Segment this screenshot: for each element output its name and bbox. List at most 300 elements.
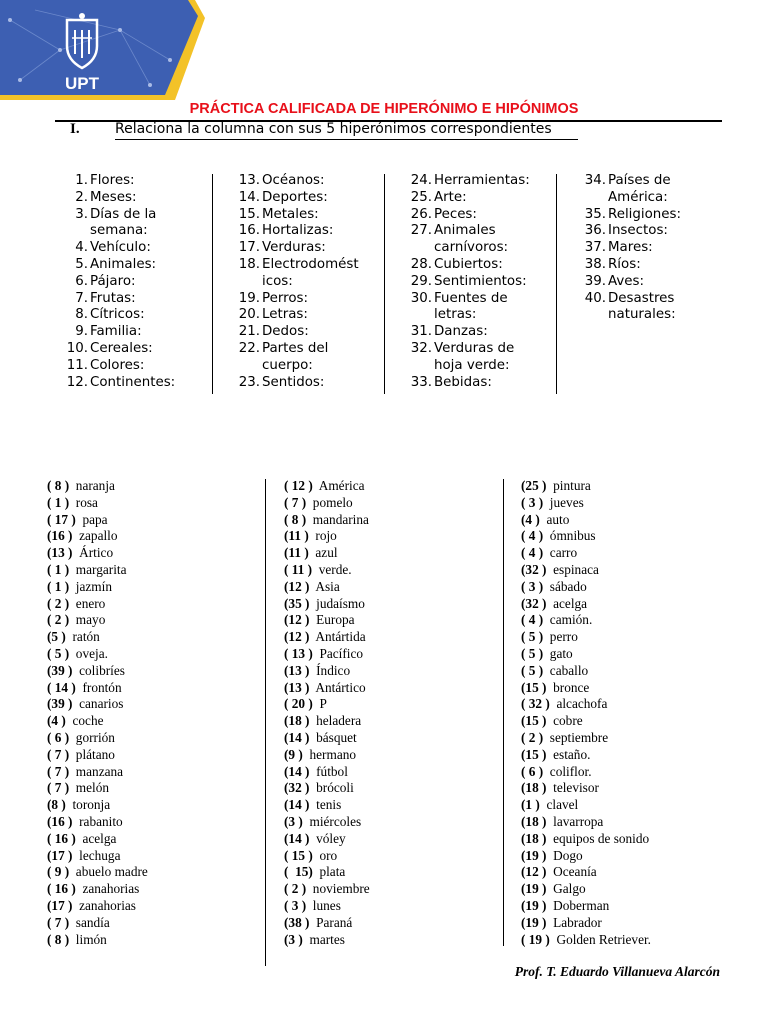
hyperonym-item xyxy=(234,274,359,291)
hyperonym-item xyxy=(62,375,175,392)
answer-number: (14 ) xyxy=(284,763,310,779)
answer-number: (17 ) xyxy=(47,847,73,863)
hyponym-item xyxy=(47,696,148,713)
hyperonym-number xyxy=(234,274,262,291)
hyperonym-label: Familia: xyxy=(90,324,142,340)
hyponym-item xyxy=(284,545,370,562)
answer-number: ( 32 ) xyxy=(521,696,550,712)
hyperonym-label: Países de xyxy=(608,173,671,188)
page-title: PRÁCTICA CALIFICADA DE HIPERÓNIMO E HIPÓNIMOS xyxy=(189,101,579,117)
hyperonym-number: 17. xyxy=(238,240,260,256)
hyperonym-item xyxy=(62,324,175,341)
hyponym-word: Europa xyxy=(309,612,355,628)
hyponym-item xyxy=(284,848,370,865)
hyperonym-label: América: xyxy=(608,189,668,205)
hyponym-word: P xyxy=(312,696,327,712)
answer-number: (13 ) xyxy=(284,662,310,678)
answer-number: ( 13 ) xyxy=(284,645,313,661)
answer-number: ( 7 ) xyxy=(284,494,307,510)
hyponym-word: Ártico xyxy=(72,545,114,561)
hyperonym-label: Frutas: xyxy=(90,290,136,306)
answer-column-3 xyxy=(521,478,651,948)
hyperonym-item xyxy=(406,207,530,224)
hyperonym-label: Animales: xyxy=(90,256,157,272)
answer-number: (16 ) xyxy=(47,813,73,829)
answer-number: ( 5 ) xyxy=(47,645,70,661)
hyperonym-number: 10. xyxy=(66,340,88,356)
hyponym-word: Pacífico xyxy=(312,645,364,661)
hyponym-item xyxy=(47,831,148,848)
hyponym-item xyxy=(284,579,370,596)
hyperonym-column-4 xyxy=(580,173,681,324)
hyponym-item xyxy=(521,612,651,629)
hyperonym-label: Arte: xyxy=(434,189,467,205)
hyponym-item xyxy=(521,512,651,529)
hyperonym-label: Sentidos: xyxy=(262,374,325,390)
answer-number: (15 ) xyxy=(521,746,547,762)
logo-text: UPT xyxy=(65,74,99,93)
hyponym-item xyxy=(284,629,370,646)
hyperonym-item xyxy=(406,223,530,240)
hyperonym-number: 18. xyxy=(238,256,260,272)
column-divider xyxy=(212,174,213,394)
hyperonym-item xyxy=(406,291,530,308)
hyperonym-label: icos: xyxy=(262,273,293,289)
answer-number: ( 8 ) xyxy=(284,511,307,527)
shield-icon xyxy=(58,12,106,74)
hyponym-item xyxy=(47,898,148,915)
hyperonym-item xyxy=(62,257,175,274)
hyperonym-number xyxy=(406,358,434,375)
hyponym-word: canarios xyxy=(72,696,124,712)
hyperonym-number: 34. xyxy=(584,173,606,188)
hyponym-word: televisor xyxy=(546,780,599,796)
hyponym-word: martes xyxy=(302,931,345,947)
hyperonym-number: 40. xyxy=(584,290,606,306)
hyperonym-item xyxy=(234,190,359,207)
hyponym-item xyxy=(284,612,370,629)
hyponym-item xyxy=(47,528,148,545)
hyperonym-number: 37. xyxy=(584,240,606,256)
hyponym-word: sábado xyxy=(543,578,587,594)
answer-column-1 xyxy=(47,478,148,948)
hyperonym-number: 28. xyxy=(410,256,432,272)
hyponym-word: melón xyxy=(69,780,110,796)
hyperonym-label: letras: xyxy=(434,307,477,323)
hyponym-item xyxy=(284,814,370,831)
hyponym-item xyxy=(521,713,651,730)
answer-number: ( 6 ) xyxy=(47,729,70,745)
answer-number: (19 ) xyxy=(521,897,547,913)
answer-number: ( 7 ) xyxy=(47,914,70,930)
hyperonym-item xyxy=(406,324,530,341)
hyperonym-label: Océanos: xyxy=(262,173,325,188)
hyperonym-number xyxy=(580,190,608,207)
answer-number: ( 7 ) xyxy=(47,780,70,796)
hyponym-item xyxy=(47,881,148,898)
answer-number: ( 14 ) xyxy=(47,679,76,695)
hyponym-item xyxy=(47,848,148,865)
hyperonym-number xyxy=(406,307,434,324)
answer-number: ( 4 ) xyxy=(521,528,544,544)
hyponym-word: Labrador xyxy=(546,914,602,930)
hyponym-item xyxy=(47,663,148,680)
hyperonym-number: 24. xyxy=(410,173,432,188)
hyperonym-item xyxy=(406,240,530,257)
hyponym-word: básquet xyxy=(309,729,357,745)
hyponym-word: miércoles xyxy=(302,813,362,829)
hyponym-word: lechuga xyxy=(72,847,121,863)
hyponym-item xyxy=(47,864,148,881)
column-divider xyxy=(556,174,557,394)
answer-number: (4 ) xyxy=(47,713,66,729)
answer-number: ( 8 ) xyxy=(47,931,70,947)
hyponym-item xyxy=(521,881,651,898)
answer-number: (12 ) xyxy=(284,629,310,645)
answer-number: (39 ) xyxy=(47,696,73,712)
hyponym-word: naranja xyxy=(69,478,115,493)
hyperonym-label: semana: xyxy=(90,223,148,239)
answer-number: (12 ) xyxy=(284,578,310,594)
column-divider xyxy=(384,174,385,394)
hyperonym-item xyxy=(62,207,175,224)
answer-number: (18 ) xyxy=(521,813,547,829)
hyponym-word: limón xyxy=(69,931,107,947)
hyponym-word: vóley xyxy=(309,830,346,846)
hyponym-word: lavarropa xyxy=(546,813,604,829)
hyponym-item xyxy=(284,797,370,814)
hyperonym-number: 26. xyxy=(410,206,432,222)
answer-number: ( 16 ) xyxy=(47,881,76,897)
hyperonym-number: 1. xyxy=(75,173,88,188)
hyponym-word: Antártida xyxy=(309,629,366,645)
answer-number: (12 ) xyxy=(284,612,310,628)
hyponym-item xyxy=(284,747,370,764)
answer-number: (8 ) xyxy=(47,797,66,813)
hyponym-item xyxy=(521,596,651,613)
hyponym-item xyxy=(521,478,651,495)
hyperonym-item xyxy=(234,324,359,341)
hyperonym-item xyxy=(580,257,681,274)
hyponym-item xyxy=(521,680,651,697)
hyponym-item xyxy=(47,596,148,613)
answer-number: ( 2 ) xyxy=(521,729,544,745)
hyperonym-number: 32. xyxy=(410,340,432,356)
hyponym-item xyxy=(284,780,370,797)
hyperonym-label: Hortalizas: xyxy=(262,223,334,239)
answer-number: (11 ) xyxy=(284,545,309,561)
instruction-underline xyxy=(115,139,578,140)
hyponym-item xyxy=(521,797,651,814)
hyponym-item xyxy=(47,713,148,730)
hyperonym-label: Bebidas: xyxy=(434,374,492,390)
hyperonym-label: Vehículo: xyxy=(90,240,151,256)
hyponym-word: septiembre xyxy=(543,729,609,745)
hyperonym-number: 9. xyxy=(75,324,88,340)
hyponym-item xyxy=(521,764,651,781)
hyponym-word: clavel xyxy=(539,797,579,813)
hyponym-item xyxy=(284,898,370,915)
hyponym-item xyxy=(521,562,651,579)
hyponym-item xyxy=(521,898,651,915)
hyperonym-label: Cubiertos: xyxy=(434,256,503,272)
hyperonym-item xyxy=(580,240,681,257)
hyponym-item xyxy=(521,663,651,680)
answer-number: ( 16 ) xyxy=(47,830,76,846)
hyponym-word: plata xyxy=(312,864,346,880)
answer-number: (18 ) xyxy=(521,830,547,846)
hyponym-item xyxy=(47,562,148,579)
hyponym-item xyxy=(521,864,651,881)
hyponym-item xyxy=(521,831,651,848)
instruction-number: I. xyxy=(70,121,80,137)
hyponym-item xyxy=(284,663,370,680)
hyponym-word: oveja. xyxy=(69,645,108,661)
hyponym-word: pintura xyxy=(546,478,591,493)
hyperonym-item xyxy=(62,240,175,257)
hyperonym-label: Perros: xyxy=(262,290,308,306)
hyperonym-item xyxy=(234,341,359,358)
hyponym-item xyxy=(521,629,651,646)
hyperonym-label: Metales: xyxy=(262,206,319,222)
hyponym-word: sandía xyxy=(69,914,110,930)
hyperonym-item xyxy=(406,341,530,358)
hyperonym-number: 22. xyxy=(238,340,260,356)
answer-number: (32 ) xyxy=(521,561,547,577)
hyperonym-label: Religiones: xyxy=(608,206,682,222)
hyponym-item xyxy=(284,696,370,713)
hyponym-item xyxy=(284,596,370,613)
hyponym-word: brócoli xyxy=(309,780,354,796)
hyperonym-item xyxy=(580,190,681,207)
answer-number: (16 ) xyxy=(47,528,73,544)
hyponym-word: Antártico xyxy=(309,679,366,695)
hyponym-word: toronja xyxy=(65,797,111,813)
column-divider xyxy=(265,479,266,966)
answer-number: ( 1 ) xyxy=(47,578,70,594)
answer-number: (9 ) xyxy=(284,746,303,762)
answer-number: ( 2 ) xyxy=(47,612,70,628)
hyperonym-label: cuerpo: xyxy=(262,357,313,373)
hyponym-word: camión. xyxy=(543,612,593,628)
hyperonym-item xyxy=(580,274,681,291)
hyperonym-label: Animales xyxy=(434,223,496,239)
hyperonym-number: 21. xyxy=(238,324,260,340)
hyperonym-number: 27. xyxy=(410,223,432,239)
hyperonym-item xyxy=(234,207,359,224)
answer-number: ( 3 ) xyxy=(284,897,307,913)
hyperonym-label: Danzas: xyxy=(434,324,488,340)
hyponym-item xyxy=(521,528,651,545)
hyponym-word: mandarina xyxy=(306,511,369,527)
hyperonym-item xyxy=(406,375,530,392)
hyponym-item xyxy=(521,696,651,713)
hyperonym-number: 4. xyxy=(75,240,88,256)
hyponym-item xyxy=(521,915,651,932)
hyponym-word: acelga xyxy=(546,595,588,611)
hyponym-word: carro xyxy=(543,545,578,561)
hyponym-item xyxy=(521,579,651,596)
hyponym-word: rabanito xyxy=(72,813,123,829)
hyponym-item xyxy=(47,512,148,529)
hyponym-word: equipos de sonido xyxy=(546,830,650,846)
hyponym-word: Doberman xyxy=(546,897,610,913)
hyponym-item xyxy=(47,495,148,512)
hyponym-word: auto xyxy=(539,511,570,527)
hyperonym-number: 7. xyxy=(75,290,88,306)
hyperonym-item xyxy=(406,173,530,190)
hyperonym-label: Aves: xyxy=(608,273,645,289)
answer-number: ( 2 ) xyxy=(47,595,70,611)
hyponym-word: fútbol xyxy=(309,763,348,779)
answer-number: ( 8 ) xyxy=(47,478,70,493)
answer-number: (19 ) xyxy=(521,881,547,897)
answer-number: (32 ) xyxy=(521,595,547,611)
hyponym-word: Paraná xyxy=(309,914,353,930)
answer-number: (13 ) xyxy=(284,679,310,695)
hyperonym-label: Flores: xyxy=(90,173,135,188)
answer-number: ( 5 ) xyxy=(521,662,544,678)
hyperonym-number: 35. xyxy=(584,206,606,222)
hyponym-word: ómnibus xyxy=(543,528,596,544)
answer-number: ( 1 ) xyxy=(47,561,70,577)
hyponym-item xyxy=(284,915,370,932)
answer-number: ( 4 ) xyxy=(521,612,544,628)
hyponym-item xyxy=(284,881,370,898)
hyponym-item xyxy=(521,545,651,562)
answer-number: (14 ) xyxy=(284,830,310,846)
hyperonym-number: 12. xyxy=(66,374,88,390)
answer-number: (32 ) xyxy=(284,780,310,796)
hyperonym-number: 16. xyxy=(238,223,260,239)
hyponym-item xyxy=(284,864,370,881)
hyperonym-number: 5. xyxy=(75,256,88,272)
hyponym-word: cobre xyxy=(546,713,583,729)
hyperonym-item xyxy=(234,257,359,274)
answer-number: ( 5 ) xyxy=(521,645,544,661)
hyperonym-number: 20. xyxy=(238,307,260,323)
hyponym-item xyxy=(521,814,651,831)
hyperonym-number: 36. xyxy=(584,223,606,239)
hyponym-word: noviembre xyxy=(306,881,370,897)
hyponym-item xyxy=(521,932,651,949)
hyponym-item xyxy=(284,764,370,781)
hyperonym-item xyxy=(62,173,175,190)
hyperonym-item xyxy=(234,375,359,392)
hyperonym-label: naturales: xyxy=(608,307,676,323)
hyponym-item xyxy=(284,495,370,512)
hyponym-item xyxy=(47,915,148,932)
hyperonym-number: 3. xyxy=(75,206,88,222)
answer-number: (1 ) xyxy=(521,797,540,813)
hyponym-item xyxy=(47,579,148,596)
hyperonym-label: Cítricos: xyxy=(90,307,145,323)
hyperonym-number: 25. xyxy=(410,189,432,205)
hyperonym-label: Dedos: xyxy=(262,324,309,340)
answer-number: (17 ) xyxy=(47,897,73,913)
hyponym-item xyxy=(47,764,148,781)
answer-number: ( 2 ) xyxy=(284,881,307,897)
answer-number: ( 3 ) xyxy=(521,578,544,594)
hyponym-word: oro xyxy=(312,847,338,863)
answer-number: ( 5 ) xyxy=(521,629,544,645)
hyperonym-item xyxy=(580,307,681,324)
hyperonym-number: 39. xyxy=(584,273,606,289)
hyponym-word: gato xyxy=(543,645,573,661)
hyponym-word: Asia xyxy=(309,578,340,594)
hyperonym-label: Peces: xyxy=(434,206,477,222)
hyperonym-item xyxy=(580,207,681,224)
instruction-text: Relaciona la columna con sus 5 hiperónimos correspondientes xyxy=(115,121,552,137)
answer-number: ( 17 ) xyxy=(47,511,76,527)
hyperonym-label: carnívoros: xyxy=(434,240,509,256)
answer-number: (13 ) xyxy=(47,545,73,561)
hyponym-item xyxy=(521,848,651,865)
hyponym-word: jazmín xyxy=(69,578,112,594)
answer-number: ( 15 ) xyxy=(284,847,313,863)
hyponym-item xyxy=(47,932,148,949)
hyponym-word: mayo xyxy=(69,612,106,628)
hyponym-item xyxy=(521,646,651,663)
answer-number: (19 ) xyxy=(521,847,547,863)
hyponym-item xyxy=(47,478,148,495)
header-banner xyxy=(0,0,768,100)
answer-number: (11 ) xyxy=(284,528,309,544)
hyperonym-number xyxy=(62,223,90,240)
hyponym-word: frontón xyxy=(75,679,122,695)
hyponym-word: gorrión xyxy=(69,729,115,745)
hyponym-word: coche xyxy=(65,713,104,729)
hyponym-word: enero xyxy=(69,595,106,611)
hyperonym-item xyxy=(234,223,359,240)
hyperonym-label: Continentes: xyxy=(90,374,176,390)
hyperonym-number: 15. xyxy=(238,206,260,222)
hyponym-word: tenis xyxy=(309,797,342,813)
hyponym-item xyxy=(521,780,651,797)
hyponym-word: azul xyxy=(308,545,338,561)
answer-number: (12 ) xyxy=(521,864,547,880)
hyponym-word: coliflor. xyxy=(543,763,592,779)
answer-number: (25 ) xyxy=(521,478,547,493)
hyponym-word: acelga xyxy=(75,830,117,846)
hyperonym-column-3 xyxy=(406,173,530,391)
hyperonym-item xyxy=(406,274,530,291)
hyperonym-item xyxy=(580,291,681,308)
hyponym-item xyxy=(47,730,148,747)
hyperonym-label: Meses: xyxy=(90,189,137,205)
hyponym-item xyxy=(47,814,148,831)
hyponym-word: estaño. xyxy=(546,746,591,762)
answer-number: ( 7 ) xyxy=(47,763,70,779)
hyponym-item xyxy=(284,680,370,697)
hyperonym-number: 8. xyxy=(75,307,88,323)
hyperonym-item xyxy=(62,223,175,240)
answer-column-2 xyxy=(284,478,370,948)
hyperonym-number: 14. xyxy=(238,189,260,205)
hyperonym-item xyxy=(406,257,530,274)
hyponym-word: alcachofa xyxy=(549,696,608,712)
hyponym-word: jueves xyxy=(543,494,584,510)
hyponym-word: caballo xyxy=(543,662,589,678)
answer-number: ( 20 ) xyxy=(284,696,313,712)
hyponym-item xyxy=(47,545,148,562)
answer-number: ( 11 ) xyxy=(284,561,313,577)
hyponym-word: lunes xyxy=(306,897,341,913)
hyperonym-label: Electrodomést xyxy=(262,256,359,272)
hyponym-word: Galgo xyxy=(546,881,586,897)
hyperonym-label: Colores: xyxy=(90,357,145,373)
hyponym-word: zanahorias xyxy=(75,881,140,897)
